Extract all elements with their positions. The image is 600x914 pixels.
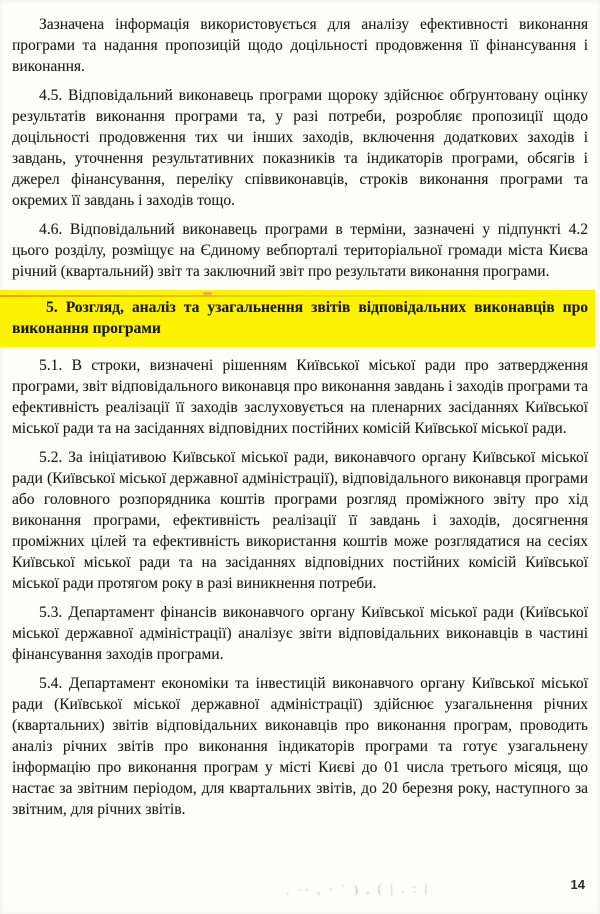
document-content bbox=[12, 14, 588, 828]
paragraph-4-6: 4.6. Відповідальний виконавець програми в терміни, зазначені у підпункті 4.2 цього розділу, розміщує на Єдиному вебпорталі територіальної громади міста Києва річний (квартальний) звіт та заключний звіт про результати виконання програми. bbox=[12, 221, 588, 280]
paragraph-5-1: 5.1. В строки, визначені рішенням Київської міської ради про затвердження програми, звіт відповідального виконавця про виконання завдань і заходів програми та ефективність реалізації її заходів заслуховується на пленарних засіданнях Київської міської ради та на засіданнях відповідних постійних комісій Київської міської ради. bbox=[12, 357, 588, 437]
paragraph-5-3: 5.3. Департамент фінансів виконавчого органу Київської міської ради (Київської міської державної адміністрації) аналізує звіти відповідальних виконавців в частині фінансування заходів програми. bbox=[12, 604, 588, 663]
paragraph-5-2: 5.2. За ініціативою Київської міської ради, виконавчого органу Київської міської ради (Київської міської державної адміністрації), відповідального виконавця програми або головного розпорядника коштів програми розгляд проміжного звіту про хід виконання програми, ефективність реалізації її завдань і заходів, досягнення проміжних цілей та ефективність використання коштів може розглядатися на сесіях Київської міської ради та на засіданнях відповідних постійних комісій Київської міської ради протягом року в разі виникнення потреби. bbox=[12, 449, 588, 592]
paragraph-intro: Зазначена інформація використовується для аналізу ефективності виконання програми та надання пропозицій щодо доцільності продовження її фінансування і виконання. bbox=[12, 16, 588, 75]
scan-artifact bbox=[203, 292, 212, 295]
paragraph-5-4: 5.4. Департамент економіки та інвестицій виконавчого органу Київської міської ради (Київської міської державної адміністрації) здійснює узагальнення річних (квартальних) звітів відповідальних виконавців про виконання програм, проводить аналіз річних звітів про виконання індикаторів програми та готує узагальнену інформацію про виконання програм у місті Києві до 01 числа третього місяця, що настає за звітним періодом, для квартальних звітів, до 20 березня року, наступного за звітним, для річних звітів. bbox=[12, 675, 588, 818]
paragraph-4-5: 4.5. Відповідальний виконавець програми щороку здійснює обґрунтовану оцінку результатів виконання програми та, у разі потреби, розробляє пропозиції щодо доцільності продовження тих чи інших заходів, включення додаткових заходів і завдань, уточнення результативних показників та індикаторів програми, обсягів і джерел фінансування, переліку співвиконавців, строків виконання програми та окремих її завдань і заходів тощо. bbox=[12, 87, 588, 209]
page-number: 14 bbox=[570, 877, 585, 892]
illegible-scan-marks: . ·· , · ˙ ) , ( | . : | bbox=[285, 880, 430, 898]
section-5-highlight bbox=[0, 290, 595, 347]
section-5-heading: 5. Розгляд, аналіз та узагальнення звітів відповідальних виконавців про виконання програми bbox=[12, 299, 588, 337]
